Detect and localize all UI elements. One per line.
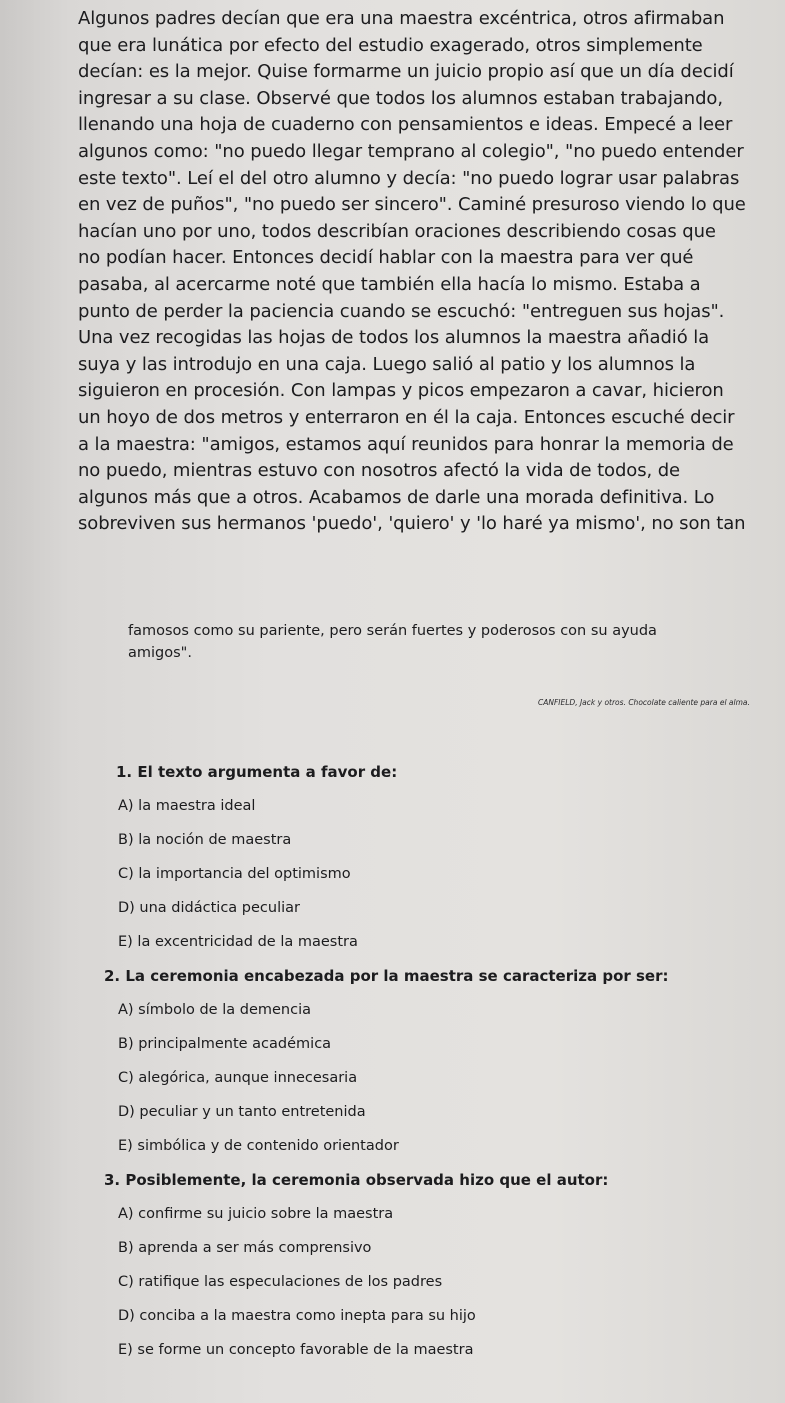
reading-passage bbox=[78, 6, 758, 538]
question-stem: 2. La ceremonia encabezada por la maestra se caracteriza por ser: bbox=[104, 967, 669, 985]
question-stem: 3. Posiblemente, la ceremonia observada hizo que el autor: bbox=[104, 1171, 609, 1189]
answer-option-e[interactable]: E) simbólica y de contenido orientador bbox=[118, 1138, 399, 1154]
answer-option-a[interactable]: A) la maestra ideal bbox=[118, 798, 256, 814]
questions-section bbox=[104, 758, 764, 1370]
passage-line: decían: es la mejor. Quise formarme un juicio propio así que un día decidí bbox=[78, 61, 734, 83]
answer-option-b[interactable]: B) principalmente académica bbox=[118, 1036, 332, 1052]
answer-option-b[interactable]: B) la noción de maestra bbox=[118, 832, 292, 848]
answer-option-d[interactable]: D) conciba a la maestra como inepta para su hijo bbox=[118, 1308, 476, 1324]
answer-option-c[interactable]: C) la importancia del optimismo bbox=[118, 866, 351, 882]
answer-option-c[interactable]: C) ratifique las especulaciones de los padres bbox=[118, 1274, 443, 1290]
passage-continuation-line: amigos". bbox=[128, 645, 192, 661]
passage-line: sobreviven sus hermanos 'puedo', 'quiero' y 'lo haré ya mismo', no son tan bbox=[78, 513, 746, 535]
passage-continuation bbox=[128, 620, 728, 664]
question-3 bbox=[104, 1166, 764, 1370]
answer-option-e[interactable]: E) la excentricidad de la maestra bbox=[118, 934, 358, 950]
answer-option-e[interactable]: E) se forme un concepto favorable de la maestra bbox=[118, 1342, 474, 1358]
answer-option-c[interactable]: C) alegórica, aunque innecesaria bbox=[118, 1070, 358, 1086]
source-citation: CANFIELD, Jack y otros. Chocolate caliente para el alma. bbox=[538, 698, 750, 707]
question-1 bbox=[104, 758, 764, 962]
page-edge-shadow bbox=[0, 0, 70, 1403]
passage-continuation-line: famosos como su pariente, pero serán fuertes y poderosos con su ayuda bbox=[128, 623, 657, 639]
answer-option-a[interactable]: A) confirme su juicio sobre la maestra bbox=[118, 1206, 394, 1222]
passage-line: en vez de puños", "no puedo ser sincero". Caminé presuroso viendo lo que bbox=[78, 194, 746, 216]
passage-line: punto de perder la paciencia cuando se escuchó: "entreguen sus hojas". bbox=[78, 300, 725, 322]
passage-line: ingresar a su clase. Observé que todos los alumnos estaban trabajando, bbox=[78, 87, 723, 109]
question-stem: 1. El texto argumenta a favor de: bbox=[116, 763, 398, 781]
passage-line: llenando una hoja de cuaderno con pensamientos e ideas. Empecé a leer bbox=[78, 114, 733, 136]
passage-line: este texto". Leí el del otro alumno y decía: "no puedo lograr usar palabras bbox=[78, 167, 740, 189]
passage-line: Algunos padres decían que era una maestra excéntrica, otros afirmaban bbox=[78, 8, 725, 29]
passage-line: Una vez recogidas las hojas de todos los alumnos la maestra añadió la bbox=[78, 327, 710, 349]
passage-line: algunos como: "no puedo llegar temprano al colegio", "no puedo entender bbox=[78, 140, 744, 162]
passage-line: un hoyo de dos metros y enterraron en él la caja. Entonces escuché decir bbox=[78, 406, 735, 428]
answer-option-d[interactable]: D) una didáctica peculiar bbox=[118, 900, 300, 916]
passage-line: no puedo, mientras estuvo con nosotros afectó la vida de todos, de bbox=[78, 460, 681, 482]
passage-line: siguieron en procesión. Con lampas y picos empezaron a cavar, hicieron bbox=[78, 380, 724, 402]
passage-line: hacían uno por uno, todos describían oraciones describiendo cosas que bbox=[78, 220, 716, 242]
passage-line: no podían hacer. Entonces decidí hablar con la maestra para ver qué bbox=[78, 247, 694, 269]
passage-line: suya y las introdujo en una caja. Luego salió al patio y los alumnos la bbox=[78, 353, 696, 375]
passage-line: pasaba, al acercarme noté que también ella hacía lo mismo. Estaba a bbox=[78, 273, 701, 295]
passage-line: algunos más que a otros. Acabamos de darle una morada definitiva. Lo bbox=[78, 486, 715, 508]
question-2 bbox=[104, 962, 764, 1166]
answer-option-a[interactable]: A) símbolo de la demencia bbox=[118, 1002, 311, 1018]
passage-line: a la maestra: "amigos, estamos aquí reunidos para honrar la memoria de bbox=[78, 433, 734, 455]
answer-option-b[interactable]: B) aprenda a ser más comprensivo bbox=[118, 1240, 372, 1256]
answer-option-d[interactable]: D) peculiar y un tanto entretenida bbox=[118, 1104, 366, 1120]
passage-line: que era lunática por efecto del estudio exagerado, otros simplemente bbox=[78, 34, 703, 56]
